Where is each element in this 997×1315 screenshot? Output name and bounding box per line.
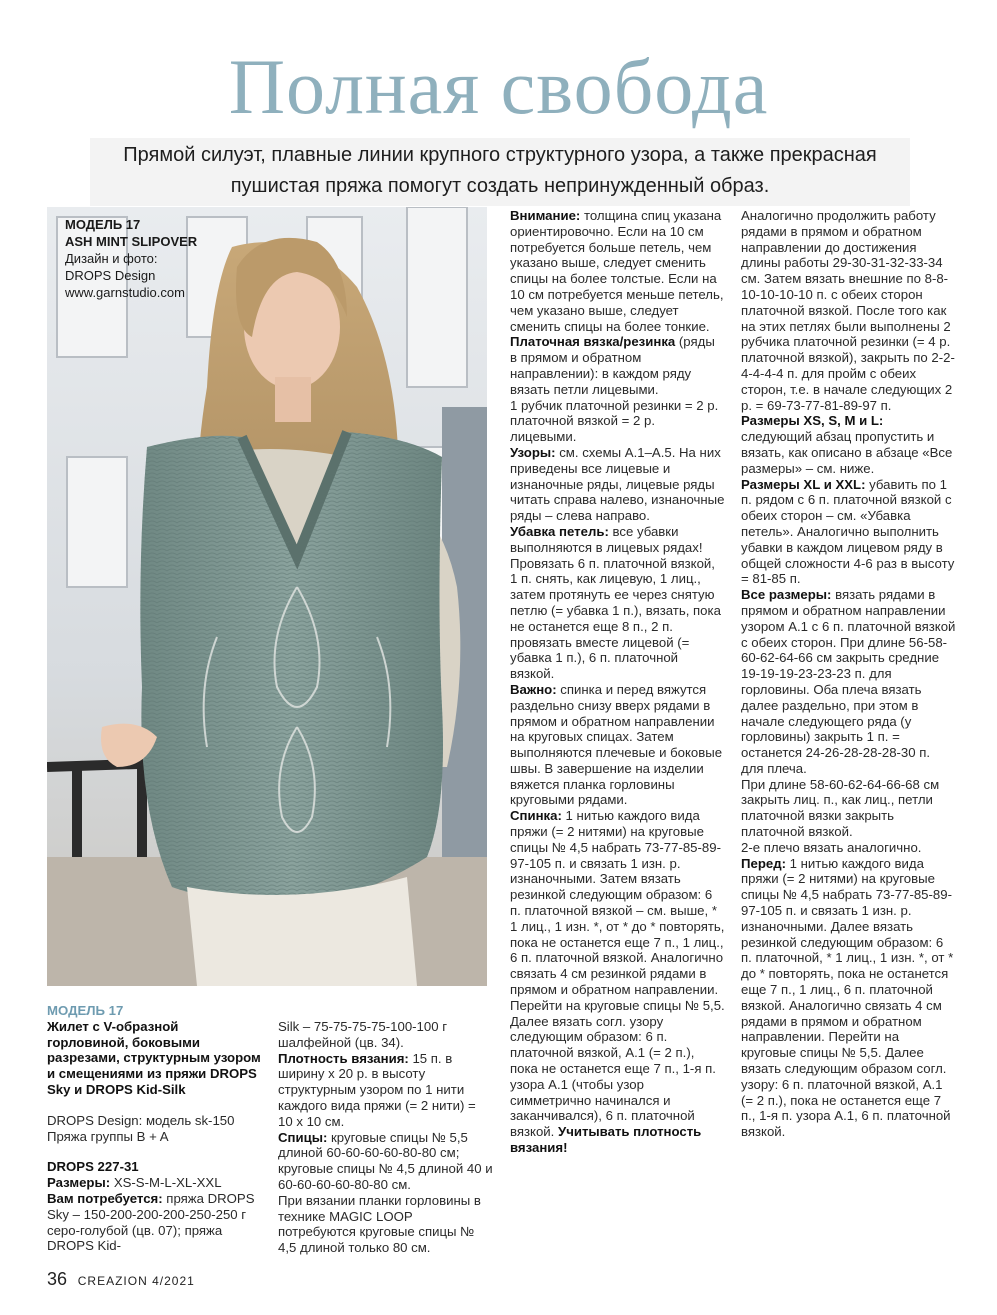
column-1 bbox=[47, 1003, 262, 1254]
caption-design-1: Дизайн и фото: bbox=[65, 251, 158, 266]
subtitle bbox=[90, 138, 910, 206]
subtitle-line-2: пушистая пряжа помогут создать непринужденный образ. bbox=[230, 175, 770, 197]
density-label: Плотность вязания: bbox=[278, 1050, 409, 1066]
sizes-xl-label: Размеры XL и XXL: bbox=[741, 476, 866, 492]
caption-name: ASH MINT SLIPOVER bbox=[65, 234, 198, 249]
shoulder-text: При длине 58-60-62-64-66-68 см закрыть лиц. п., как лиц., петли платочной вязки закрыть платочной вязкой. bbox=[741, 776, 940, 840]
magic-loop-note: При вязании планки горловины в технике MAGIC LOOP потребуются круговые спицы № 4,5 длиной только 80 см. bbox=[278, 1192, 481, 1256]
front-text: 1 нитью каждого вида пряжи (= 2 нитями) на круговые спицы № 4,5 набрать 73-77-85-89-97-105 п. и связать 1 изн. р. изнаночными. Далее вязать резинкой следующим образом: 6 п. платочной, * 1 лиц., 1 изн. *, от * до * повторять, пока не останется еще 7 п., 1 лиц., 6 п. платочной вязкой. Аналогично связать 4 см рядами в прямом и обратном направлении. Перейти на круговые спицы № 5,5. Далее вязать следующим образом согл. узору: 6 п. платочной вязкой, А.1 (= 2 п.), пока не останется еще 7 п., 1-я п. узора А.1, 6 п. платочной вязкой. bbox=[741, 855, 954, 1140]
design-line: DROPS Design: модель sk-150 bbox=[47, 1112, 235, 1128]
garter-text: (ряды в прямом и обратном направлении): в каждом ряду вязать петли лицевыми. bbox=[510, 334, 715, 397]
garter-ridge-text: 1 рубчик платочной резинки = 2 р. платочной вязкой = 2 р. лицевыми. bbox=[510, 397, 719, 445]
model-description: Жилет с V-образной горловиной, боковыми разрезами, структурным узором и смещениями из пряжи DROPS Sky и DROPS Kid-Silk bbox=[47, 1018, 261, 1097]
front-label: Перед: bbox=[741, 855, 786, 871]
yarn-value: пряжа DROPS Sky – 150-200-200-200-250-250 г серо-голубой (цв. 07); пряжа DROPS Kid- bbox=[47, 1190, 255, 1254]
attention-text: толщина спиц указана ориентировочно. Если на 10 см потребуется больше петель, чем указано выше, следует сменить спицы на более толстые. Если на 10 см потребуется меньше петель, чем указано выше, следует сменить спицы на более тонкие. bbox=[510, 208, 724, 334]
important-text: спинка и перед вяжутся раздельно снизу вверх рядами в прямом и обратном направлении на круговых спицах. Затем выполняются плечевые и боковые швы. В завершение на изделии вяжется планка горловины круговыми рядами. bbox=[510, 681, 723, 808]
all-sizes-text: вязать рядами в прямом и обратном направлении узором А.1 с 6 п. платочной вязкой с обеих сторон. При длине 56-58-60-62-64-66 см закрыть средние 19-19-19-23-23-23 п. для горловины. Оба плеча вязать далее раздельно, при этом в начале следующего ряда (у горловины) закрыть 1 п. = останется 24-26-28-28-28-30 п. для плеча. bbox=[741, 587, 956, 776]
continue-text: Аналогично продолжить работу рядами в прямом и обратном направлении до достижения длины работы 29-30-31-32-33-34 см. Затем вязать внешние по 8-8-10-10-10-10 п. с обеих сторон платочной вязкой. После того как на этих петлях были выполнены 2 рубчика платочной резинки (= 4 р. платочной вязкой), закрыть по 2-2-4-4-4-4 п. для пройм с обеих сторон, т.е. в начале следующих 2 р. = 69-73-77-81-89-97 п. bbox=[741, 208, 955, 413]
sizes-label: Размеры: bbox=[47, 1175, 111, 1191]
decrease-label: Убавка петель: bbox=[510, 523, 609, 539]
column-3 bbox=[741, 208, 956, 1140]
column-2 bbox=[510, 208, 725, 1156]
yarn-label: Вам потребуется: bbox=[47, 1190, 163, 1206]
back-label: Спинка: bbox=[510, 808, 562, 824]
needles-label: Спицы: bbox=[278, 1129, 328, 1145]
yarn-group: Пряжа группы B + A bbox=[47, 1128, 169, 1144]
page-number: 36 bbox=[47, 1269, 68, 1289]
photo-caption bbox=[65, 216, 197, 301]
sizes-xs-label: Размеры XS, S, M и L: bbox=[741, 413, 884, 429]
magazine-issue: CREAZION 4/2021 bbox=[77, 1274, 195, 1288]
sizes-value: XS-S-M-L-XL-XXL bbox=[110, 1175, 222, 1191]
garter-label: Платочная вязка/резинка bbox=[510, 334, 676, 350]
all-sizes-label: Все размеры: bbox=[741, 587, 832, 603]
model-photo bbox=[47, 207, 487, 986]
patterns-label: Узоры: bbox=[510, 444, 556, 460]
patterns-text: см. схемы А.1–А.5. На них приведены все лицевые и изнаночные ряды, лицевые ряды читать справа налево, изнаночные ряды – слева направо. bbox=[510, 444, 725, 524]
caption-model: МОДЕЛЬ 17 bbox=[65, 217, 141, 232]
subtitle-line-1: Прямой силуэт, плавные линии крупного структурного узора, а также прекрасная bbox=[123, 144, 877, 166]
density-value: 15 п. в ширину х 20 р. в высоту структурным узором по 1 нити каждого вида пряжи (= 2 нити) = 10 х 10 см. bbox=[278, 1050, 476, 1129]
attention-label: Внимание: bbox=[510, 208, 581, 223]
column-1b bbox=[278, 1019, 493, 1256]
important-label: Важно: bbox=[510, 681, 557, 697]
needles-value: круговые спицы № 5,5 длиной 60-60-60-60-80-80 см; круговые спицы № 4,5 длиной 40 и 60-60-60-60-80-80 см. bbox=[278, 1129, 493, 1192]
page-footer bbox=[47, 1269, 195, 1290]
sizes-xs-text: следующий абзац пропустить и вязать, как описано в абзаце «Все размеры» – см. ниже. bbox=[741, 429, 953, 476]
caption-design-2: DROPS Design bbox=[65, 268, 156, 283]
check-gauge-label: Учитывать плотность вязания! bbox=[510, 1124, 702, 1156]
decrease-text: все убавки выполняются в лицевых рядах! Провязать 6 п. платочной вязкой, 1 п. снять, как лицевую, 1 лиц., затем протянуть ее через снятую петлю (= убавка 1 п.), вязать, пока не останется еще 8 п., 2 п. провязать вместе лицевой (= убавка 1 п.), 6 п. платочной вязкой. bbox=[510, 523, 721, 682]
model-tag: МОДЕЛЬ 17 bbox=[47, 1003, 124, 1018]
second-shoulder-text: 2-е плечо вязать аналогично. bbox=[741, 839, 922, 855]
model-photo-illustration bbox=[47, 207, 487, 986]
neck bbox=[275, 377, 311, 422]
back-text: 1 нитью каждого вида пряжи (= 2 нитями) на круговые спицы № 4,5 набрать 73-77-85-89-97-105 п. и связать 1 изн. р. изнаночными. Затем вязать резинкой следующим образом: 6 п. платочной вязкой – см. выше, * 1 лиц., 1 изн. *, от * до * повторять, пока не останется еще 7 п., 1 лиц., 6 п. платочной вязкой. Аналогично связать 4 см резинкой рядами в прямом и обратном направлении. Перейти на круговые спицы № 5,5. Далее вязать согл. узору следующим образом: 6 п. платочной вязкой, А.1 (= 2 п.), пока не останется еще 7 п., 1-я п. узора А.1 (чтобы узор симметрично начинался и заканчивался), 6 п. платочной вязкой. bbox=[510, 808, 725, 1140]
page-title: Полная свобода bbox=[228, 43, 769, 130]
pattern-code: DROPS 227-31 bbox=[47, 1159, 139, 1175]
sizes-xl-text: убавить по 1 п. рядом с 6 п. платочной вязкой с обеих сторон – см. «Убавка петель». Аналогично выполнить убавки в каждом лицевом ряду в общей сложности 4-6 раз в высоту = 81-85 п. bbox=[741, 476, 955, 587]
yarn-continued: Silk – 75-75-75-75-100-100 г шалфейной (цв. 34). bbox=[278, 1019, 448, 1050]
caption-site: www.garnstudio.com bbox=[65, 285, 185, 300]
